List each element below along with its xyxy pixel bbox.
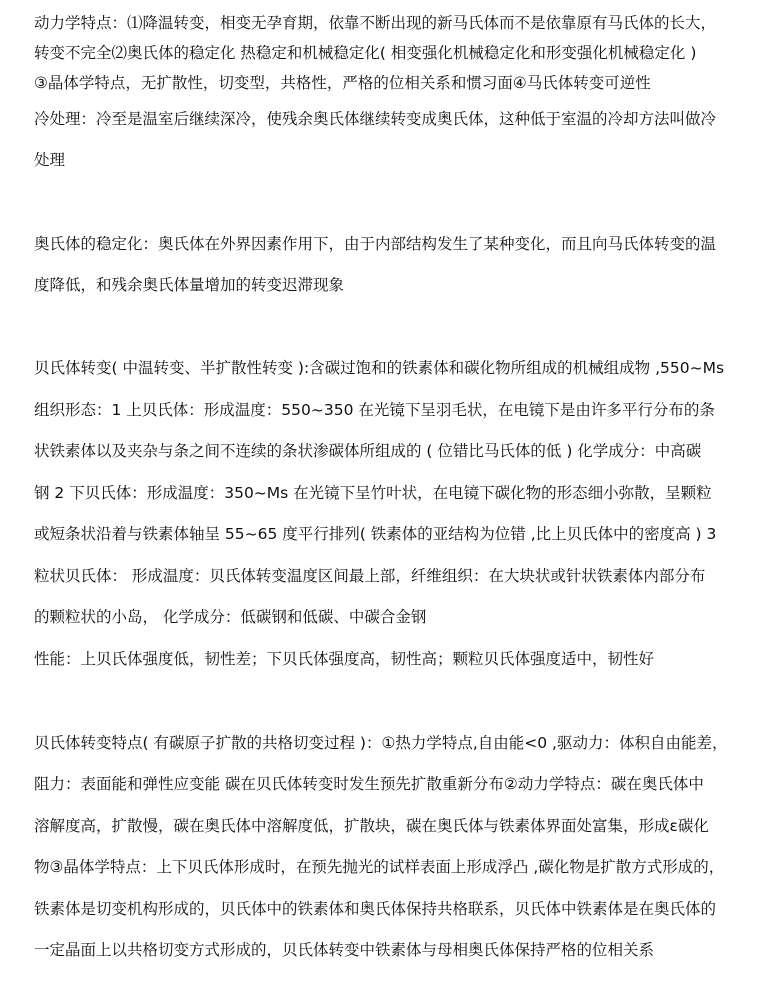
text-line: 溶解度高，扩散慢，碳在奥氏体中溶解度低，扩散块，碳在奥氏体与铁素体界面处富集，形成ε碳化 <box>34 817 709 835</box>
text-line: ③晶体学特点，无扩散性，切变型，共格性，严格的位相关系和惯习面④马氏体转变可逆性 <box>34 74 651 92</box>
text-line: 阻力：表面能和弹性应变能 碳在贝氏体转变时发生预先扩散重新分布②动力学特点：碳在奥氏体中 <box>34 775 704 793</box>
text-line: 或短条状沿着与铁素体轴呈 55~65 度平行排列( 铁素体的亚结构为位错 ,比上贝氏体中的密度高 ) 3 <box>34 525 717 543</box>
text-line: 转变不完全⑵奥氏体的稳定化 热稳定和机械稳定化( 相变强化机械稳定化和形变强化机械稳定化 ) <box>34 44 697 62</box>
text-line: 铁素体是切变机构形成的，贝氏体中的铁素体和奥氏体保持共格联系，贝氏体中铁素体是在奥氏体的 <box>34 900 717 918</box>
text-line: 物③晶体学特点：上下贝氏体形成时，在预先抛光的试样表面上形成浮凸 ,碳化物是扩散方式形成的， <box>34 858 725 876</box>
text-line: 贝氏体转变( 中温转变、半扩散性转变 ):含碳过饱和的铁素体和碳化物所组成的机械组成物 ,550~Ms <box>34 359 725 377</box>
text-line: 一定晶面上以共格切变方式形成的，贝氏体转变中铁素体与母相奥氏体保持严格的位相关系 <box>34 941 655 959</box>
text-line: 状铁素体以及夹杂与条之间不连续的条状渗碳体所组成的 ( 位错比马氏体的低 ) 化学成分：中高碳 <box>34 442 702 460</box>
text-line: 的颗粒状的小岛， 化学成分：低碳钢和低碳、中碳合金钢 <box>34 608 427 626</box>
text-line: 粒状贝氏体： 形成温度：贝氏体转变温度区间最上部，纤维组织：在大块状或针状铁素体内部分布 <box>34 567 706 585</box>
text-line: 贝氏体转变特点( 有碳原子扩散的共格切变过程 )：①热力学特点,自由能<0 ,驱动力：体积自由能差， <box>34 734 728 752</box>
text-line: 奥氏体的稳定化：奥氏体在外界因素作用下，由于内部结构发生了某种变化，而且向马氏体转变的温 <box>34 235 717 253</box>
text-line: 度降低，和残余奥氏体量增加的转变迟滞现象 <box>34 276 345 294</box>
text-line: 处理 <box>34 151 66 169</box>
text-line: 钢 2 下贝氏体：形成温度：350~Ms 在光镜下呈竹叶状，在电镜下碳化物的形态细小弥散，呈颗粒 <box>34 484 712 502</box>
text-line: 组织形态：1 上贝氏体：形成温度：550~350 在光镜下呈羽毛状，在电镜下是由许多平行分布的条 <box>34 401 715 419</box>
text-line: 冷处理：冷至是温室后继续深冷，使残余奥氏体继续转变成奥氏体，这种低于室温的冷却方法叫做冷 <box>34 110 717 128</box>
text-line: 性能：上贝氏体强度低，韧性差；下贝氏体强度高，韧性高；颗粒贝氏体强度适中，韧性好 <box>34 650 655 668</box>
text-line: 动力学特点：⑴降温转变，相变无孕育期，依靠不断出现的新马氏体而不是依靠原有马氏体的长大， <box>34 14 717 32</box>
